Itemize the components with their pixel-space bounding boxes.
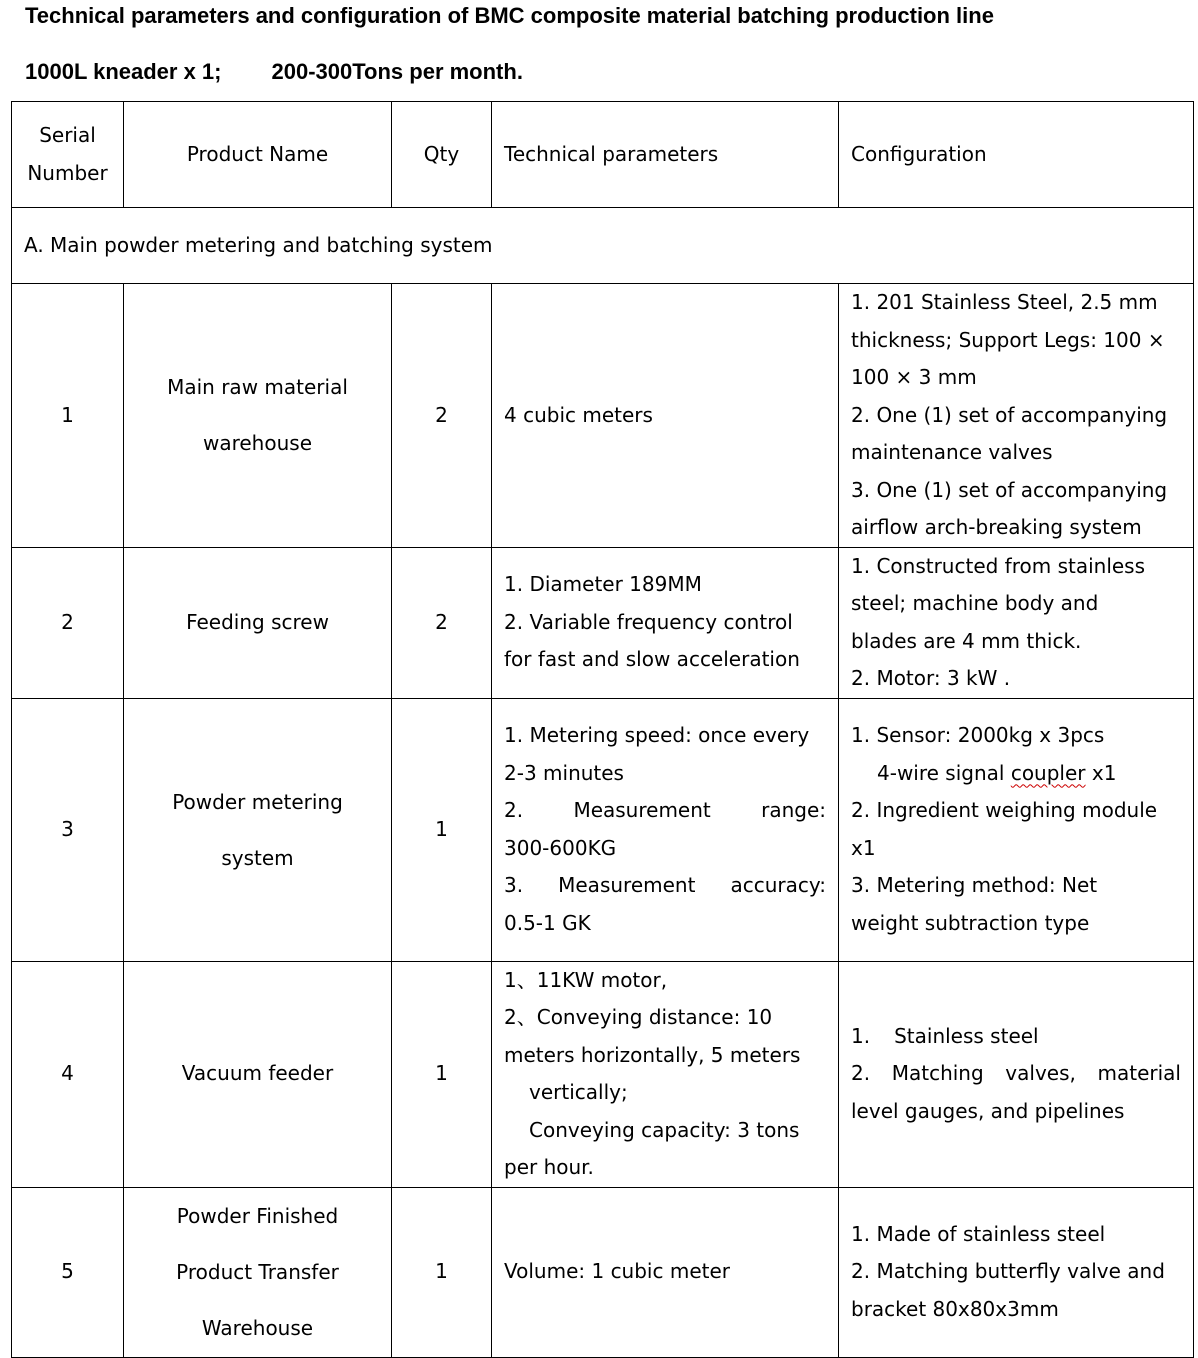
tech-params-cell: Volume: 1 cubic meter — [492, 1187, 839, 1357]
table-row — [12, 284, 1194, 548]
qty-cell: 1 — [392, 961, 492, 1187]
product-name-cell: Powder Finished Product Transfer Warehouse — [124, 1187, 392, 1357]
tech-params-cell: 1、11KW motor, 2、Conveying distance: 10 meters horizontally, 5 meters vertically; Conveying capacity: 3 tons per hour. — [492, 961, 839, 1187]
header-serial-number: Serial Number — [12, 102, 124, 208]
qty-cell: 1 — [392, 698, 492, 961]
header-qty: Qty — [392, 102, 492, 208]
qty-cell: 1 — [392, 1187, 492, 1357]
tech-params-cell: 1. Diameter 189MM 2. Variable frequency control for fast and slow acceleration — [492, 547, 839, 698]
configuration-cell: 1. 201 Stainless Steel, 2.5 mm thickness; Support Legs: 100 × 100 × 3 mm 2. One (1) set of accompanying maintenance valves 3. One (1) set of accompanying airflow arch-breaking system — [839, 284, 1194, 548]
table-row — [12, 698, 1194, 961]
document-subtitle — [25, 59, 523, 85]
section-row — [12, 208, 1194, 284]
table-row — [12, 547, 1194, 698]
product-name-cell: Main raw material warehouse — [124, 284, 392, 548]
tech-params-cell: 4 cubic meters — [492, 284, 839, 548]
qty-cell: 2 — [392, 547, 492, 698]
product-name-cell: Powder metering system — [124, 698, 392, 961]
product-name-cell: Feeding screw — [124, 547, 392, 698]
table-row — [12, 1187, 1194, 1357]
kneader-spec: 1000L kneader x 1; — [25, 59, 222, 84]
serial-cell: 3 — [12, 698, 124, 961]
section-a-title: A. Main powder metering and batching system — [12, 208, 1194, 284]
header-product-name: Product Name — [124, 102, 392, 208]
configuration-cell: 1. Made of stainless steel 2. Matching butterfly valve and bracket 80x80x3mm — [839, 1187, 1194, 1357]
tech-params-cell: 1. Metering speed: once every 2-3 minutes 2. Measurement range: 300-600KG 3. Measurement accuracy: 0.5-1 GK — [492, 698, 839, 961]
serial-cell: 1 — [12, 284, 124, 548]
serial-cell: 2 — [12, 547, 124, 698]
table-row — [12, 961, 1194, 1187]
document-title: Technical parameters and configuration of BMC composite material batching production line — [25, 3, 994, 28]
header-configuration: Configuration — [839, 102, 1194, 208]
header-row — [12, 102, 1194, 208]
parameters-table — [11, 101, 1194, 1358]
configuration-cell: 1. Constructed from stainless steel; machine body and blades are 4 mm thick. 2. Motor: 3 kW . — [839, 547, 1194, 698]
capacity-spec: 200-300Tons per month. — [271, 59, 523, 84]
configuration-cell: 1. Sensor: 2000kg x 3pcs 4-wire signal coupler x1 2. Ingredient weighing module x1 3. Metering method: Net weight subtraction type — [839, 698, 1194, 961]
header-technical-parameters: Technical parameters — [492, 102, 839, 208]
qty-cell: 2 — [392, 284, 492, 548]
configuration-cell: 1. Stainless steel 2. Matching valves, material level gauges, and pipelines — [839, 961, 1194, 1187]
serial-cell: 4 — [12, 961, 124, 1187]
product-name-cell: Vacuum feeder — [124, 961, 392, 1187]
serial-cell: 5 — [12, 1187, 124, 1357]
